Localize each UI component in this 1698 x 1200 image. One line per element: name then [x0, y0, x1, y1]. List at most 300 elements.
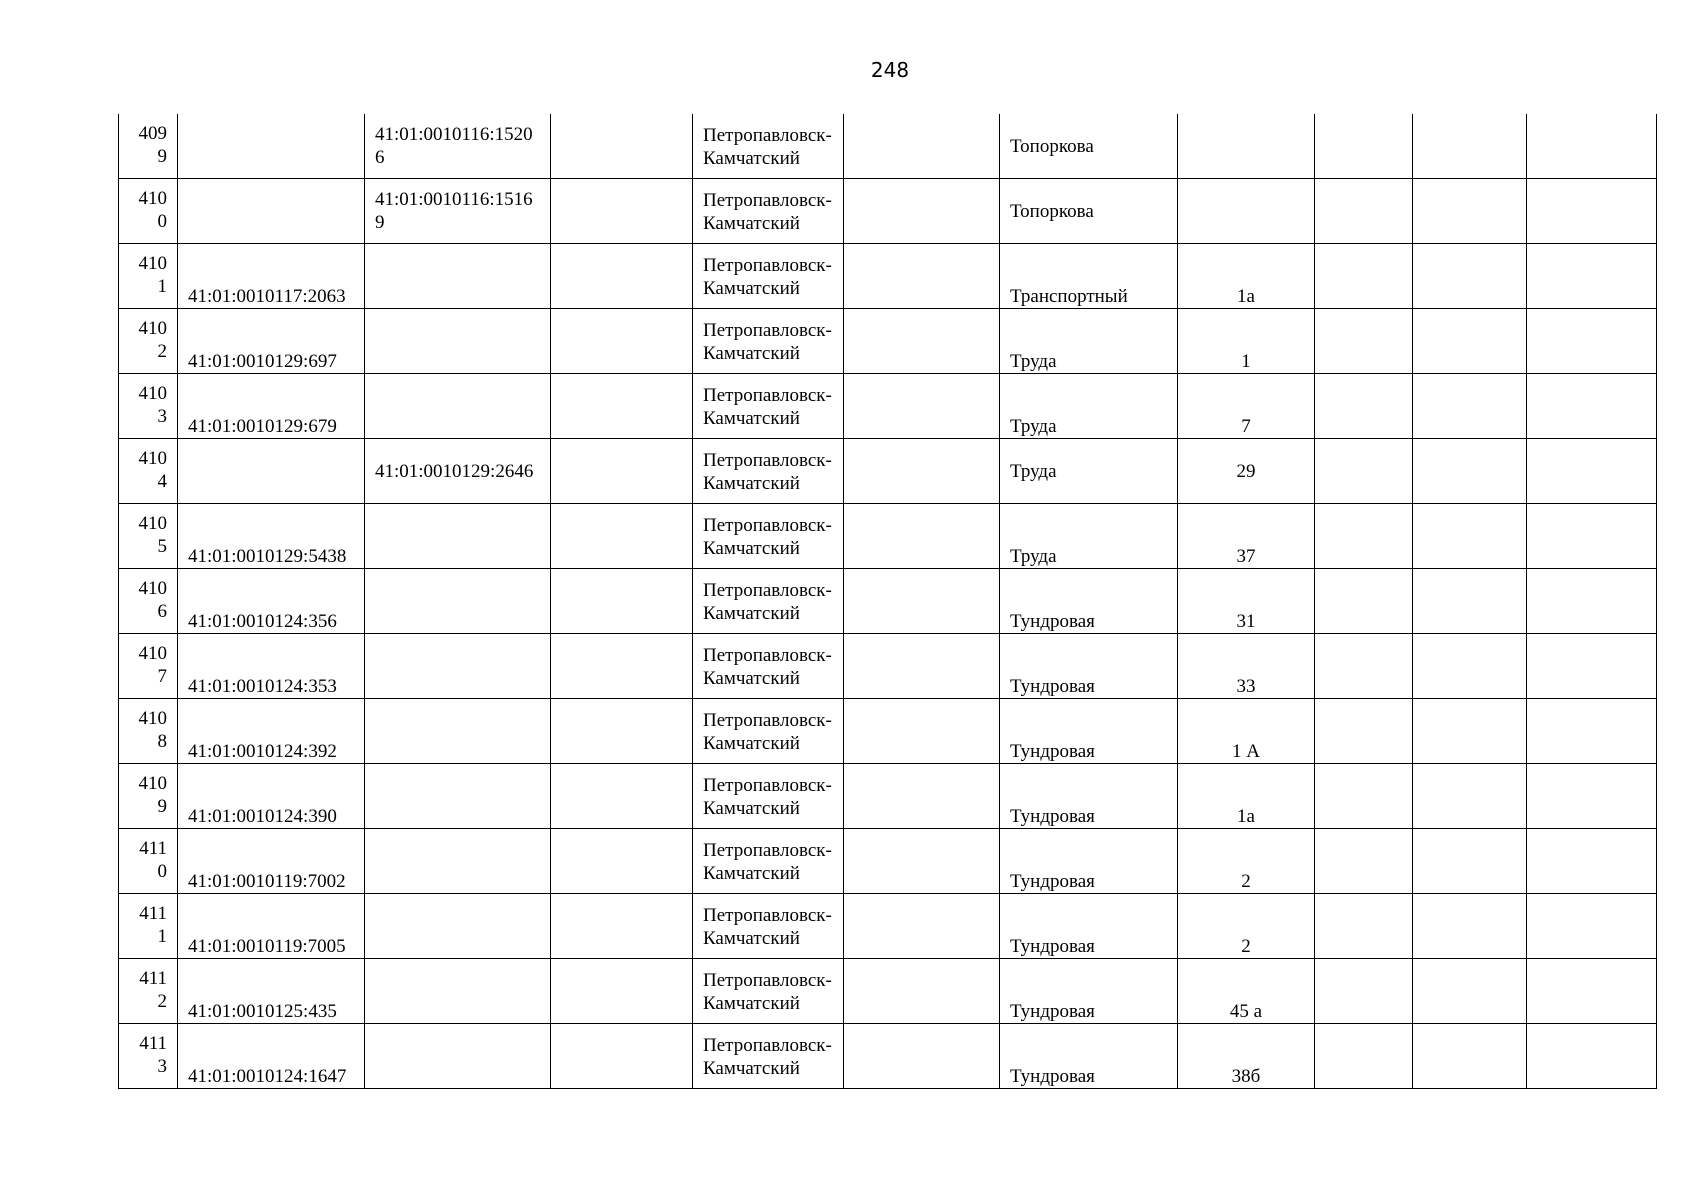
empty-col-10-cell [1413, 569, 1527, 634]
empty-col-6 [844, 504, 999, 568]
empty-col-4-cell [551, 114, 693, 179]
cadastral-number-building: 41:01:0010129:697 [188, 351, 337, 372]
cadastral-number-building-cell [178, 699, 365, 764]
cadastral-number-building-cell [178, 1024, 365, 1089]
cadastral-number-room-cell [365, 439, 551, 504]
empty-col-10-cell [1413, 699, 1527, 764]
registry-table [118, 114, 1657, 1089]
street-name-cell [1000, 569, 1178, 634]
empty-col-9 [1315, 894, 1412, 958]
cadastral-number-room [365, 699, 550, 763]
house-number: 33 [1236, 676, 1256, 697]
cadastral-number-room-cell [365, 1024, 551, 1089]
empty-col-6 [844, 829, 999, 893]
empty-col-4-cell [551, 244, 693, 309]
empty-col-11 [1527, 374, 1656, 438]
cadastral-number-room [365, 504, 550, 568]
house-number-cell [1178, 569, 1315, 634]
empty-col-4-cell [551, 309, 693, 374]
street-name-cell [1000, 244, 1178, 309]
empty-col-6-cell [844, 894, 1000, 959]
city-name-cell [693, 1024, 844, 1089]
empty-col-4-cell [551, 179, 693, 244]
cadastral-number-room-cell [365, 894, 551, 959]
house-number: 1а [1237, 806, 1255, 827]
empty-col-9-cell [1315, 699, 1413, 764]
cadastral-number-building: 41:01:0010124:1647 [188, 1066, 347, 1087]
empty-col-6-cell [844, 1024, 1000, 1089]
city-name-cell [693, 374, 844, 439]
row-number-cell [119, 244, 178, 309]
empty-col-4 [551, 894, 692, 958]
cadastral-number-building: 41:01:0010117:2063 [188, 286, 346, 307]
empty-col-6 [844, 374, 999, 438]
city-name-cell [693, 504, 844, 569]
cadastral-number-building-cell [178, 309, 365, 374]
empty-col-6 [844, 1024, 999, 1088]
empty-col-6 [844, 959, 999, 1023]
empty-col-11 [1527, 699, 1656, 763]
empty-col-11-cell [1527, 439, 1657, 504]
empty-col-6-cell [844, 959, 1000, 1024]
city-name-cell [693, 179, 844, 244]
street-name-cell [1000, 764, 1178, 829]
row-number: 411 0 [139, 838, 167, 882]
city-name-cell [693, 959, 844, 1024]
street-name: Тундровая [1010, 806, 1095, 827]
empty-col-9 [1315, 114, 1412, 178]
empty-col-6-cell [844, 374, 1000, 439]
street-name: Труда [1010, 416, 1057, 437]
city-name-cell [693, 764, 844, 829]
row-number: 410 6 [138, 578, 167, 622]
city-name: Петропавловск-Камчатский [703, 710, 832, 754]
row-number-cell [119, 959, 178, 1024]
street-name-cell [1000, 309, 1178, 374]
row-number-cell [119, 699, 178, 764]
empty-col-10-cell [1413, 374, 1527, 439]
cadastral-number-room: 41:01:0010129:2646 [375, 460, 534, 482]
street-name: Топоркова [1010, 135, 1094, 157]
empty-col-4 [551, 114, 692, 178]
table-row [119, 829, 1657, 894]
city-name: Петропавловск-Камчатский [703, 385, 832, 429]
empty-col-9-cell [1315, 309, 1413, 374]
empty-col-10 [1413, 1024, 1526, 1088]
empty-col-11-cell [1527, 244, 1657, 309]
empty-col-4-cell [551, 569, 693, 634]
empty-col-6 [844, 179, 999, 243]
empty-col-4 [551, 829, 692, 893]
cadastral-number-room-cell [365, 569, 551, 634]
cadastral-number-building-cell [178, 114, 365, 179]
table-row [119, 959, 1657, 1024]
empty-col-11 [1527, 829, 1656, 893]
cadastral-number-room [365, 374, 550, 438]
city-name: Петропавловск-Камчатский [703, 450, 832, 494]
empty-col-10 [1413, 504, 1526, 568]
street-name-cell [1000, 894, 1178, 959]
empty-col-11-cell [1527, 959, 1657, 1024]
cadastral-number-room [365, 959, 550, 1023]
empty-col-6-cell [844, 114, 1000, 179]
empty-col-4-cell [551, 634, 693, 699]
empty-col-4-cell [551, 829, 693, 894]
empty-col-9-cell [1315, 114, 1413, 179]
empty-col-11-cell [1527, 1024, 1657, 1089]
city-name: Петропавловск-Камчатский [703, 255, 832, 299]
house-number: 1 [1241, 351, 1251, 372]
empty-col-6-cell [844, 309, 1000, 374]
empty-col-11 [1527, 309, 1656, 373]
street-name: Труда [1010, 460, 1057, 482]
empty-col-10 [1413, 569, 1526, 633]
cadastral-number-room [365, 894, 550, 958]
empty-col-4-cell [551, 374, 693, 439]
cadastral-number-building-cell [178, 439, 365, 504]
house-number: 1 А [1232, 741, 1260, 762]
street-name-cell [1000, 374, 1178, 439]
house-number-cell [1178, 764, 1315, 829]
cadastral-number-building: 41:01:0010124:390 [188, 806, 337, 827]
table-row [119, 439, 1657, 504]
table-row [119, 894, 1657, 959]
cadastral-number-room-cell [365, 179, 551, 244]
street-name-cell [1000, 179, 1178, 244]
empty-col-4-cell [551, 439, 693, 504]
empty-col-9-cell [1315, 569, 1413, 634]
city-name: Петропавловск-Камчатский [703, 1035, 832, 1079]
empty-col-4-cell [551, 504, 693, 569]
city-name-cell [693, 569, 844, 634]
cadastral-number-room [365, 1024, 550, 1088]
street-name: Тундровая [1010, 741, 1095, 762]
empty-col-6-cell [844, 634, 1000, 699]
cadastral-number-room-cell [365, 374, 551, 439]
cadastral-number-room-cell [365, 114, 551, 179]
empty-col-10-cell [1413, 959, 1527, 1024]
empty-col-11 [1527, 959, 1656, 1023]
row-number-cell [119, 569, 178, 634]
empty-col-10 [1413, 114, 1526, 178]
cadastral-number-room [365, 829, 550, 893]
city-name: Петропавловск-Камчатский [703, 580, 832, 624]
empty-col-11-cell [1527, 114, 1657, 179]
cadastral-number-building-cell [178, 894, 365, 959]
empty-col-9 [1315, 634, 1412, 698]
empty-col-9-cell [1315, 1024, 1413, 1089]
table-row [119, 1024, 1657, 1089]
street-name: Тундровая [1010, 611, 1095, 632]
street-name: Топоркова [1010, 200, 1094, 222]
empty-col-10-cell [1413, 439, 1527, 504]
empty-col-10 [1413, 309, 1526, 373]
cadastral-number-room [365, 764, 550, 828]
empty-col-9-cell [1315, 894, 1413, 959]
empty-col-9-cell [1315, 959, 1413, 1024]
empty-col-11 [1527, 114, 1656, 178]
cadastral-number-building-cell [178, 829, 365, 894]
row-number: 411 2 [139, 968, 167, 1012]
empty-col-9-cell [1315, 829, 1413, 894]
empty-col-4-cell [551, 894, 693, 959]
cadastral-number-building-cell [178, 569, 365, 634]
empty-col-6 [844, 114, 999, 178]
cadastral-number-building-cell [178, 179, 365, 244]
cadastral-number-room [365, 569, 550, 633]
cadastral-number-building: 41:01:0010119:7005 [188, 936, 346, 957]
cadastral-number-room: 41:01:0010116:15169 [375, 189, 533, 233]
empty-col-10 [1413, 894, 1526, 958]
house-number-cell [1178, 309, 1315, 374]
city-name-cell [693, 439, 844, 504]
cadastral-number-building [178, 114, 364, 178]
row-number-cell [119, 374, 178, 439]
cadastral-number-building: 41:01:0010125:435 [188, 1001, 337, 1022]
empty-col-6 [844, 699, 999, 763]
street-name-cell [1000, 634, 1178, 699]
house-number: 45 а [1229, 1001, 1263, 1022]
empty-col-10-cell [1413, 179, 1527, 244]
empty-col-11-cell [1527, 829, 1657, 894]
row-number: 410 5 [138, 513, 167, 557]
house-number-cell [1178, 1024, 1315, 1089]
empty-col-4 [551, 634, 692, 698]
empty-col-6 [844, 764, 999, 828]
empty-col-9-cell [1315, 634, 1413, 699]
row-number: 411 1 [139, 903, 167, 947]
empty-col-11-cell [1527, 894, 1657, 959]
row-number: 410 7 [138, 643, 167, 687]
house-number: 37 [1236, 546, 1256, 567]
empty-col-9-cell [1315, 244, 1413, 309]
empty-col-11 [1527, 179, 1656, 243]
row-number: 410 4 [138, 448, 167, 492]
row-number-cell [119, 309, 178, 374]
street-name-cell [1000, 114, 1178, 179]
empty-col-11-cell [1527, 374, 1657, 439]
empty-col-6-cell [844, 829, 1000, 894]
empty-col-10-cell [1413, 894, 1527, 959]
cadastral-number-room-cell [365, 504, 551, 569]
house-number: 7 [1241, 416, 1251, 437]
house-number-cell [1178, 439, 1315, 504]
table-body [119, 114, 1657, 1089]
empty-col-9 [1315, 569, 1412, 633]
empty-col-6 [844, 634, 999, 698]
table-row [119, 114, 1657, 179]
cadastral-number-room-cell [365, 959, 551, 1024]
empty-col-10 [1413, 764, 1526, 828]
cadastral-number-building: 41:01:0010129:5438 [188, 546, 347, 567]
empty-col-11 [1527, 439, 1656, 503]
cadastral-number-room: 41:01:0010116:15206 [375, 124, 533, 168]
table-row [119, 569, 1657, 634]
cadastral-number-building-cell [178, 374, 365, 439]
cadastral-number-building: 41:01:0010124:356 [188, 611, 337, 632]
row-number-cell [119, 179, 178, 244]
city-name: Петропавловск-Камчатский [703, 905, 832, 949]
house-number-cell [1178, 699, 1315, 764]
empty-col-11 [1527, 634, 1656, 698]
table-row [119, 179, 1657, 244]
empty-col-9 [1315, 374, 1412, 438]
city-name: Петропавловск-Камчатский [703, 320, 832, 364]
house-number-cell [1178, 244, 1315, 309]
street-name-cell [1000, 439, 1178, 504]
city-name-cell [693, 309, 844, 374]
table-row [119, 309, 1657, 374]
empty-col-11 [1527, 569, 1656, 633]
cadastral-number-building: 41:01:0010124:353 [188, 676, 337, 697]
empty-col-9 [1315, 504, 1412, 568]
empty-col-4 [551, 439, 692, 503]
cadastral-number-room [365, 634, 550, 698]
empty-col-9-cell [1315, 439, 1413, 504]
street-name-cell [1000, 1024, 1178, 1089]
row-number-cell [119, 504, 178, 569]
empty-col-4-cell [551, 959, 693, 1024]
empty-col-6 [844, 894, 999, 958]
empty-col-9-cell [1315, 764, 1413, 829]
empty-col-4 [551, 699, 692, 763]
empty-col-4 [551, 569, 692, 633]
empty-col-10 [1413, 244, 1526, 308]
house-number-cell [1178, 504, 1315, 569]
empty-col-4 [551, 244, 692, 308]
empty-col-4 [551, 504, 692, 568]
empty-col-9 [1315, 439, 1412, 503]
cadastral-number-room-cell [365, 244, 551, 309]
street-name-cell [1000, 699, 1178, 764]
empty-col-10-cell [1413, 244, 1527, 309]
row-number: 410 0 [138, 188, 167, 232]
empty-col-9 [1315, 179, 1412, 243]
row-number: 409 9 [138, 123, 167, 167]
empty-col-6-cell [844, 504, 1000, 569]
empty-col-11-cell [1527, 569, 1657, 634]
street-name-cell [1000, 829, 1178, 894]
empty-col-4-cell [551, 1024, 693, 1089]
empty-col-11-cell [1527, 764, 1657, 829]
table-row [119, 244, 1657, 309]
cadastral-number-room-cell [365, 699, 551, 764]
empty-col-10 [1413, 179, 1526, 243]
empty-col-11 [1527, 894, 1656, 958]
cadastral-number-building [178, 179, 364, 243]
street-name: Транспортный [1010, 286, 1128, 307]
table-row [119, 634, 1657, 699]
row-number: 411 3 [139, 1033, 167, 1077]
table-row [119, 699, 1657, 764]
empty-col-10-cell [1413, 829, 1527, 894]
street-name: Тундровая [1010, 936, 1095, 957]
empty-col-4 [551, 764, 692, 828]
empty-col-4 [551, 179, 692, 243]
cadastral-number-room-cell [365, 309, 551, 374]
city-name-cell [693, 699, 844, 764]
house-number [1178, 114, 1314, 178]
street-name-cell [1000, 959, 1178, 1024]
empty-col-11 [1527, 764, 1656, 828]
house-number-cell [1178, 894, 1315, 959]
empty-col-6-cell [844, 699, 1000, 764]
empty-col-11-cell [1527, 699, 1657, 764]
empty-col-10 [1413, 959, 1526, 1023]
empty-col-6-cell [844, 244, 1000, 309]
street-name: Тундровая [1010, 1001, 1095, 1022]
street-name: Тундровая [1010, 871, 1095, 892]
empty-col-6-cell [844, 439, 1000, 504]
empty-col-4 [551, 959, 692, 1023]
cadastral-number-room-cell [365, 829, 551, 894]
empty-col-11-cell [1527, 634, 1657, 699]
cadastral-number-building: 41:01:0010124:392 [188, 741, 337, 762]
empty-col-9-cell [1315, 374, 1413, 439]
page-number: 248 [870, 58, 910, 82]
city-name-cell [693, 829, 844, 894]
empty-col-11 [1527, 504, 1656, 568]
empty-col-10-cell [1413, 1024, 1527, 1089]
cadastral-number-building: 41:01:0010119:7002 [188, 871, 346, 892]
empty-col-11-cell [1527, 179, 1657, 244]
house-number: 2 [1241, 871, 1251, 892]
empty-col-6 [844, 244, 999, 308]
empty-col-6 [844, 569, 999, 633]
row-number: 410 3 [138, 383, 167, 427]
row-number-cell [119, 829, 178, 894]
cadastral-number-building [178, 439, 364, 503]
empty-col-10-cell [1413, 114, 1527, 179]
row-number-cell [119, 439, 178, 504]
city-name-cell [693, 114, 844, 179]
empty-col-10-cell [1413, 634, 1527, 699]
city-name-cell [693, 634, 844, 699]
city-name: Петропавловск-Камчатский [703, 970, 832, 1014]
cadastral-number-room-cell [365, 634, 551, 699]
empty-col-11-cell [1527, 504, 1657, 569]
cadastral-number-building-cell [178, 764, 365, 829]
cadastral-number-building-cell [178, 504, 365, 569]
house-number-cell [1178, 634, 1315, 699]
cadastral-number-room [365, 244, 550, 308]
cadastral-number-building-cell [178, 959, 365, 1024]
empty-col-10 [1413, 374, 1526, 438]
row-number-cell [119, 634, 178, 699]
empty-col-6-cell [844, 764, 1000, 829]
cadastral-number-room [365, 309, 550, 373]
empty-col-9 [1315, 1024, 1412, 1088]
empty-col-6-cell [844, 569, 1000, 634]
house-number: 38б [1231, 1066, 1261, 1087]
empty-col-9 [1315, 699, 1412, 763]
cadastral-number-building-cell [178, 634, 365, 699]
empty-col-4-cell [551, 764, 693, 829]
row-number-cell [119, 1024, 178, 1089]
city-name: Петропавловск-Камчатский [703, 125, 832, 169]
empty-col-11 [1527, 1024, 1656, 1088]
city-name: Петропавловск-Камчатский [703, 840, 832, 884]
house-number-cell [1178, 179, 1315, 244]
empty-col-9-cell [1315, 504, 1413, 569]
empty-col-10 [1413, 699, 1526, 763]
street-name: Тундровая [1010, 1066, 1095, 1087]
cadastral-number-building-cell [178, 244, 365, 309]
house-number: 31 [1236, 611, 1256, 632]
empty-col-4 [551, 1024, 692, 1088]
empty-col-4 [551, 309, 692, 373]
city-name: Петропавловск-Камчатский [703, 190, 832, 234]
